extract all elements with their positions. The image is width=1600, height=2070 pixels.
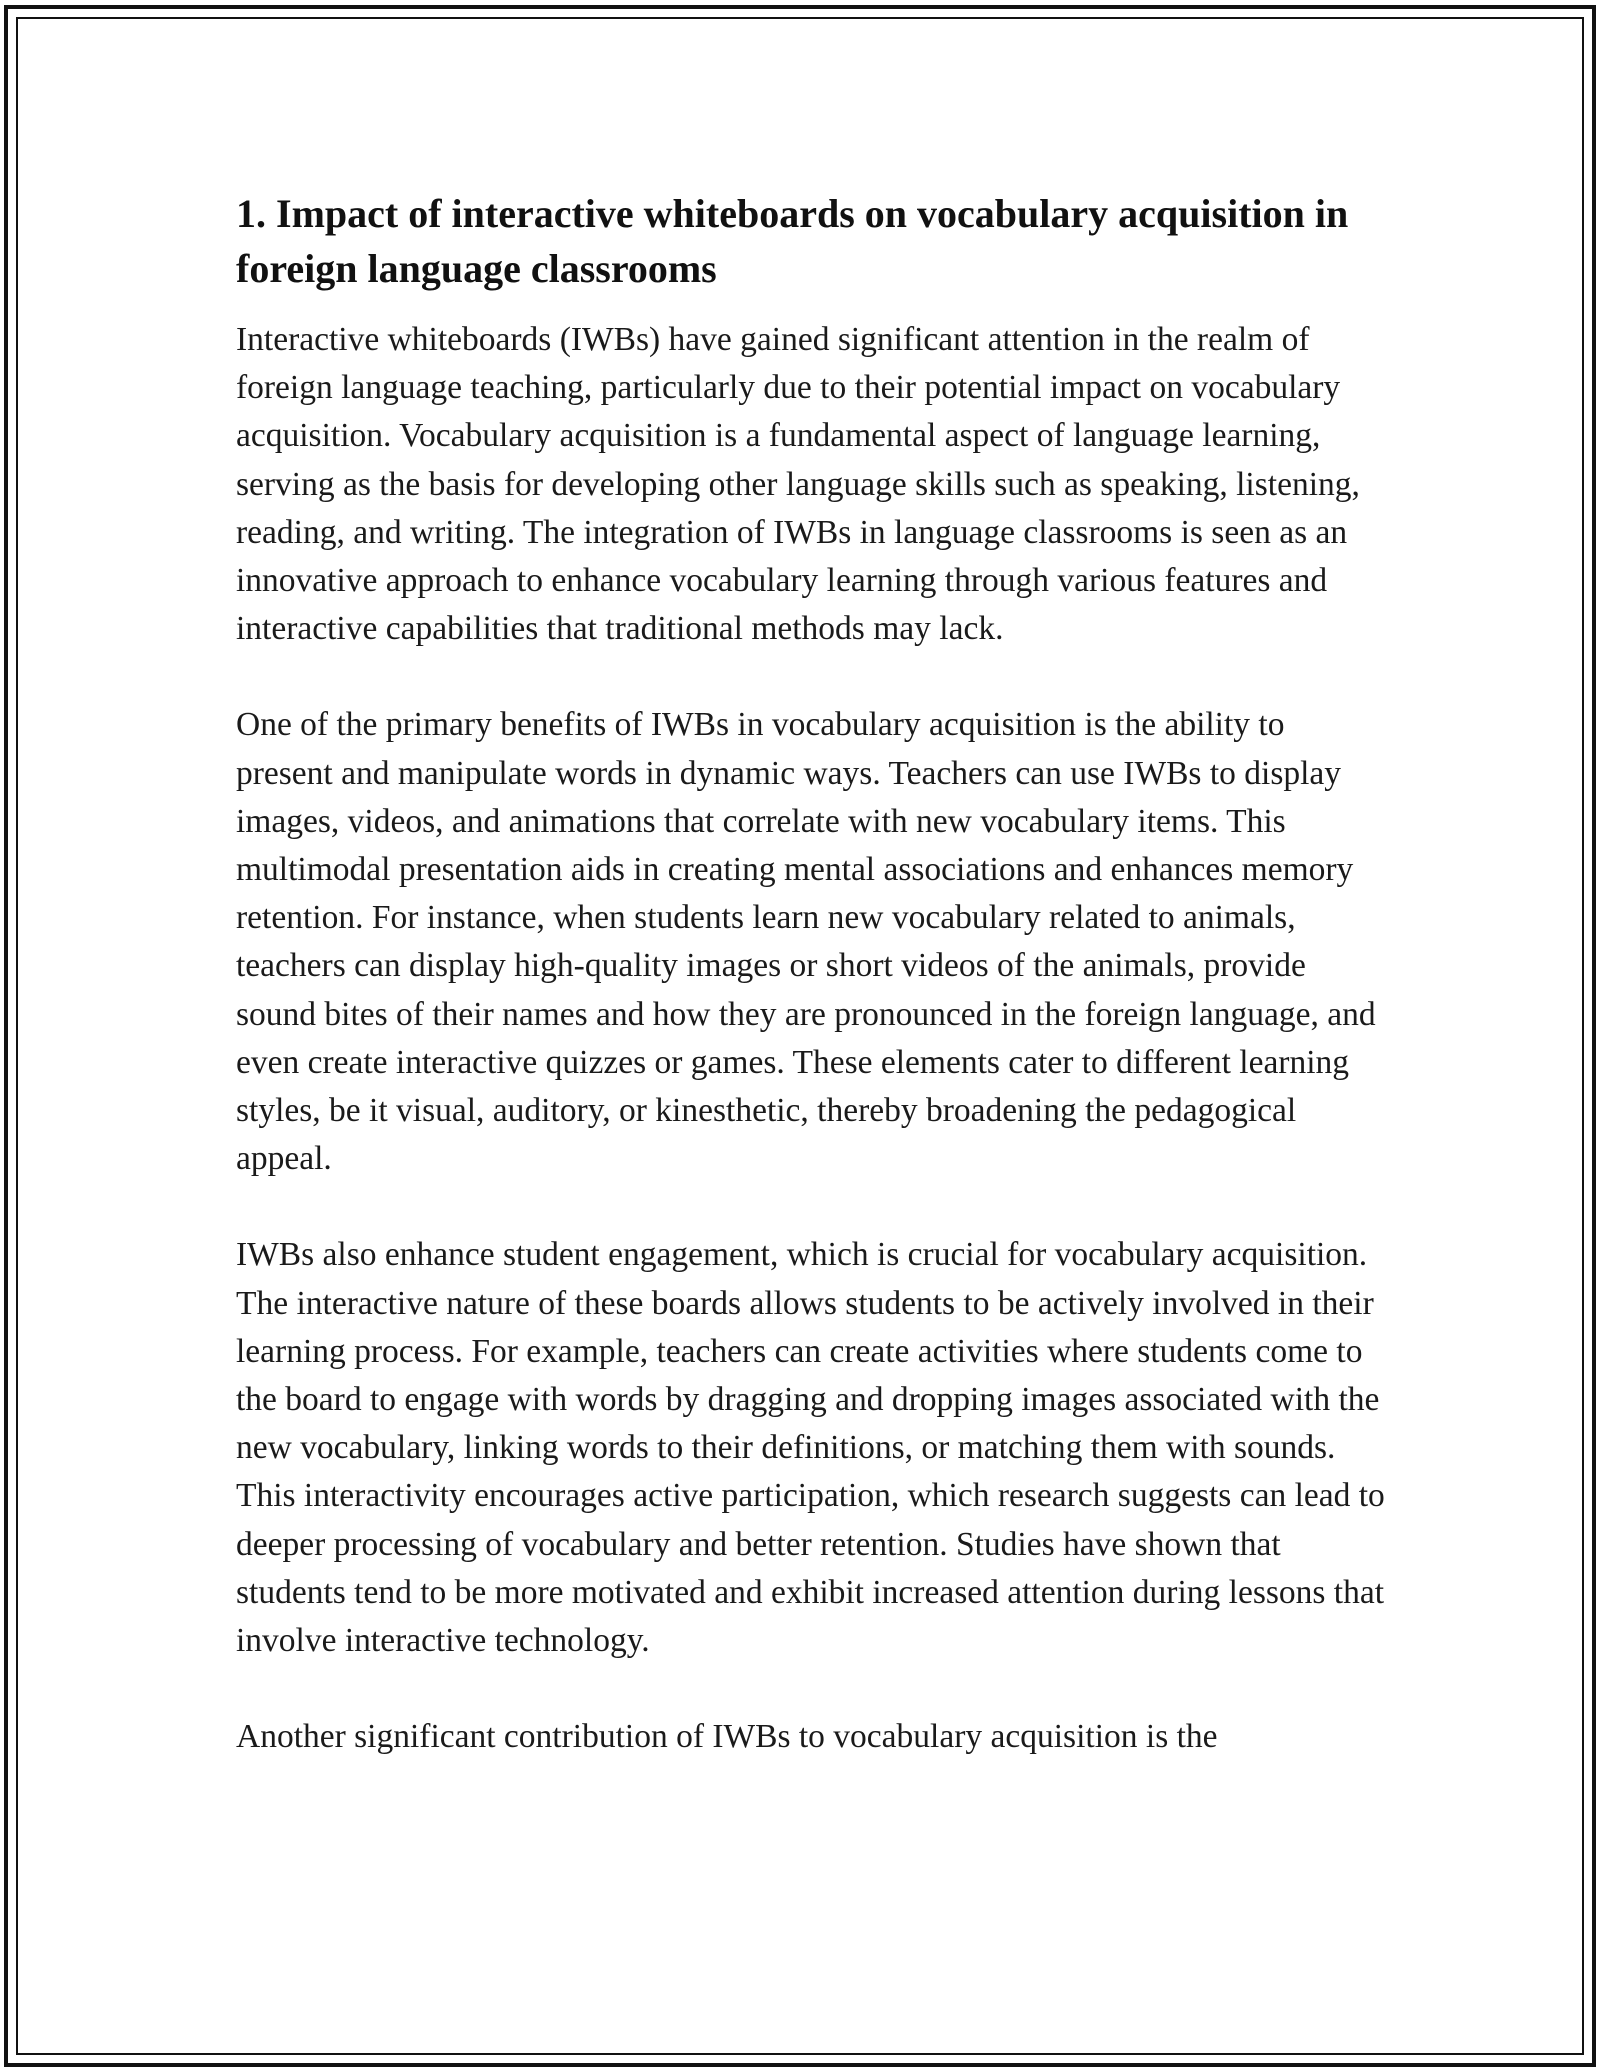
paragraph-engagement: IWBs also enhance student engagement, which is crucial for vocabulary acquisition. The interactive nature of these boards allows students to be actively involved in their learning process. For example, teachers can create activities where students come to the board to engage with words by dragging and dropping images associated with the new vocabulary, linking words to their definitions, or matching them with sounds. This interactivity encourages active participation, which research suggests can lead to deeper processing of vocabulary and better retention. Studies have shown that students tend to be more motivated and exhibit increased attention during lessons that involve interactive technology. (236, 1236, 1385, 1660)
paragraph-intro: Interactive whiteboards (IWBs) have gained significant attention in the realm of foreign language teaching, particularly due to their potential impact on vocabulary acquisition. Vocabulary acquisition is a fundamental aspect of language learning, serving as the basis for developing other language skills such as speaking, listening, reading, and writing. The integration of IWBs in language classrooms is seen as an innovative approach to enhance vocabulary learning through various features and interactive capabilities that traditional methods may lack. (236, 321, 1360, 648)
paragraph-contribution: Another significant contribution of IWBs to vocabulary acquisition is the (236, 1718, 1218, 1756)
document-body (236, 186, 1386, 1809)
section-heading: 1. Impact of interactive whiteboards on vocabulary acquisition in foreign language classrooms (236, 191, 1349, 291)
paragraph-benefits: One of the primary benefits of IWBs in vocabulary acquisition is the ability to present and manipulate words in dynamic ways. Teachers can use IWBs to display images, videos, and animations that correlate with new vocabulary items. This multimodal presentation aids in creating mental associations and enhances memory retention. For instance, when students learn new vocabulary related to animals, teachers can display high-quality images or short videos of the animals, provide sound bites of their names and how they are pronounced in the foreign language, and even create interactive quizzes or games. These elements cater to different learning styles, be it visual, auditory, or kinesthetic, thereby broadening the pedagogical appeal. (236, 706, 1376, 1178)
